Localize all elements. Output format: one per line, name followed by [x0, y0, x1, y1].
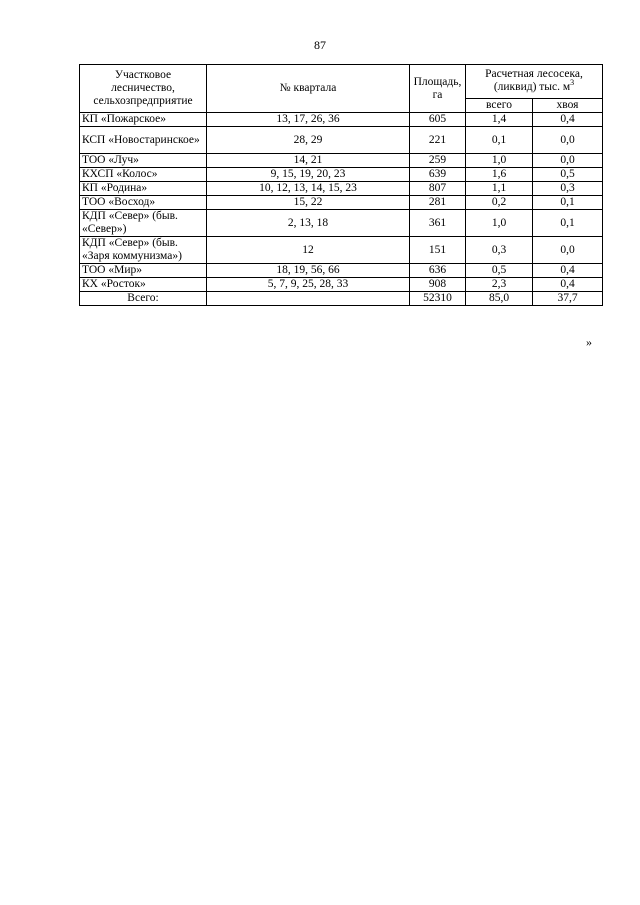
header-felling [466, 65, 603, 99]
cell-total: 0,1 [466, 127, 533, 154]
cell-quarters: 15, 22 [207, 196, 410, 210]
cell-area: 361 [410, 210, 466, 237]
cell-area: 151 [410, 237, 466, 264]
cell-conifer: 0,5 [533, 168, 603, 182]
cell-org: ТОО «Мир» [80, 264, 207, 278]
cell-total: 0,3 [466, 237, 533, 264]
cell-org: КСП «Новостаринское» [80, 127, 207, 154]
cell-total: 0,5 [466, 264, 533, 278]
cell-quarters: 10, 12, 13, 14, 15, 23 [207, 182, 410, 196]
totals-quarters-empty [207, 292, 410, 306]
cell-conifer: 0,1 [533, 210, 603, 237]
cell-area: 221 [410, 127, 466, 154]
totals-row [80, 292, 603, 306]
cell-quarters: 9, 15, 19, 20, 23 [207, 168, 410, 182]
cell-quarters: 14, 21 [207, 154, 410, 168]
cell-org: КХСП «Колос» [80, 168, 207, 182]
cell-quarters: 2, 13, 18 [207, 210, 410, 237]
cell-area: 605 [410, 113, 466, 127]
totals-total: 85,0 [466, 292, 533, 306]
cell-org: КХ «Росток» [80, 278, 207, 292]
header-org: Участковое лесничество, сельхозпредприятие [80, 65, 207, 113]
cell-quarters: 12 [207, 237, 410, 264]
header-felling-superscript: 3 [570, 78, 575, 88]
cell-conifer: 0,4 [533, 113, 603, 127]
header-area: Площадь, га [410, 65, 466, 113]
table-row [80, 210, 603, 237]
cell-conifer: 0,0 [533, 127, 603, 154]
cell-org: ТОО «Восход» [80, 196, 207, 210]
cell-area: 636 [410, 264, 466, 278]
page-number: 87 [314, 38, 326, 52]
cell-total: 1,0 [466, 210, 533, 237]
cell-total: 1,6 [466, 168, 533, 182]
cell-conifer: 0,3 [533, 182, 603, 196]
cell-area: 807 [410, 182, 466, 196]
cell-conifer: 0,4 [533, 278, 603, 292]
totals-conifer: 37,7 [533, 292, 603, 306]
forestry-table [79, 64, 603, 306]
table-row [80, 237, 603, 264]
cell-conifer: 0,1 [533, 196, 603, 210]
cell-total: 1,4 [466, 113, 533, 127]
cell-quarters: 13, 17, 26, 36 [207, 113, 410, 127]
table-row [80, 264, 603, 278]
cell-org: КП «Родина» [80, 182, 207, 196]
table-row [80, 182, 603, 196]
table-row [80, 127, 603, 154]
cell-conifer: 0,0 [533, 237, 603, 264]
table-row [80, 168, 603, 182]
cell-area: 639 [410, 168, 466, 182]
header-total: всего [466, 98, 533, 112]
table-row [80, 154, 603, 168]
cell-org: КП «Пожарское» [80, 113, 207, 127]
closing-quote: » [586, 335, 592, 349]
header-conifer: хвоя [533, 98, 603, 112]
cell-quarters: 5, 7, 9, 25, 28, 33 [207, 278, 410, 292]
cell-conifer: 0,0 [533, 154, 603, 168]
cell-total: 0,2 [466, 196, 533, 210]
header-quarter: № квартала [207, 65, 410, 113]
cell-area: 281 [410, 196, 466, 210]
table-row [80, 196, 603, 210]
header-felling-label: Расчетная лесосека, (ликвид) тыс. м [485, 68, 583, 94]
cell-org: ТОО «Луч» [80, 154, 207, 168]
cell-org: КДП «Север» (быв. «Заря коммунизма») [80, 237, 207, 264]
cell-quarters: 18, 19, 56, 66 [207, 264, 410, 278]
cell-total: 2,3 [466, 278, 533, 292]
table-row [80, 278, 603, 292]
cell-total: 1,0 [466, 154, 533, 168]
cell-conifer: 0,4 [533, 264, 603, 278]
cell-area: 259 [410, 154, 466, 168]
cell-org: КДП «Север» (быв. «Север») [80, 210, 207, 237]
cell-quarters: 28, 29 [207, 127, 410, 154]
cell-total: 1,1 [466, 182, 533, 196]
totals-label: Всего: [80, 292, 207, 306]
table-row [80, 113, 603, 127]
totals-area: 52310 [410, 292, 466, 306]
cell-area: 908 [410, 278, 466, 292]
